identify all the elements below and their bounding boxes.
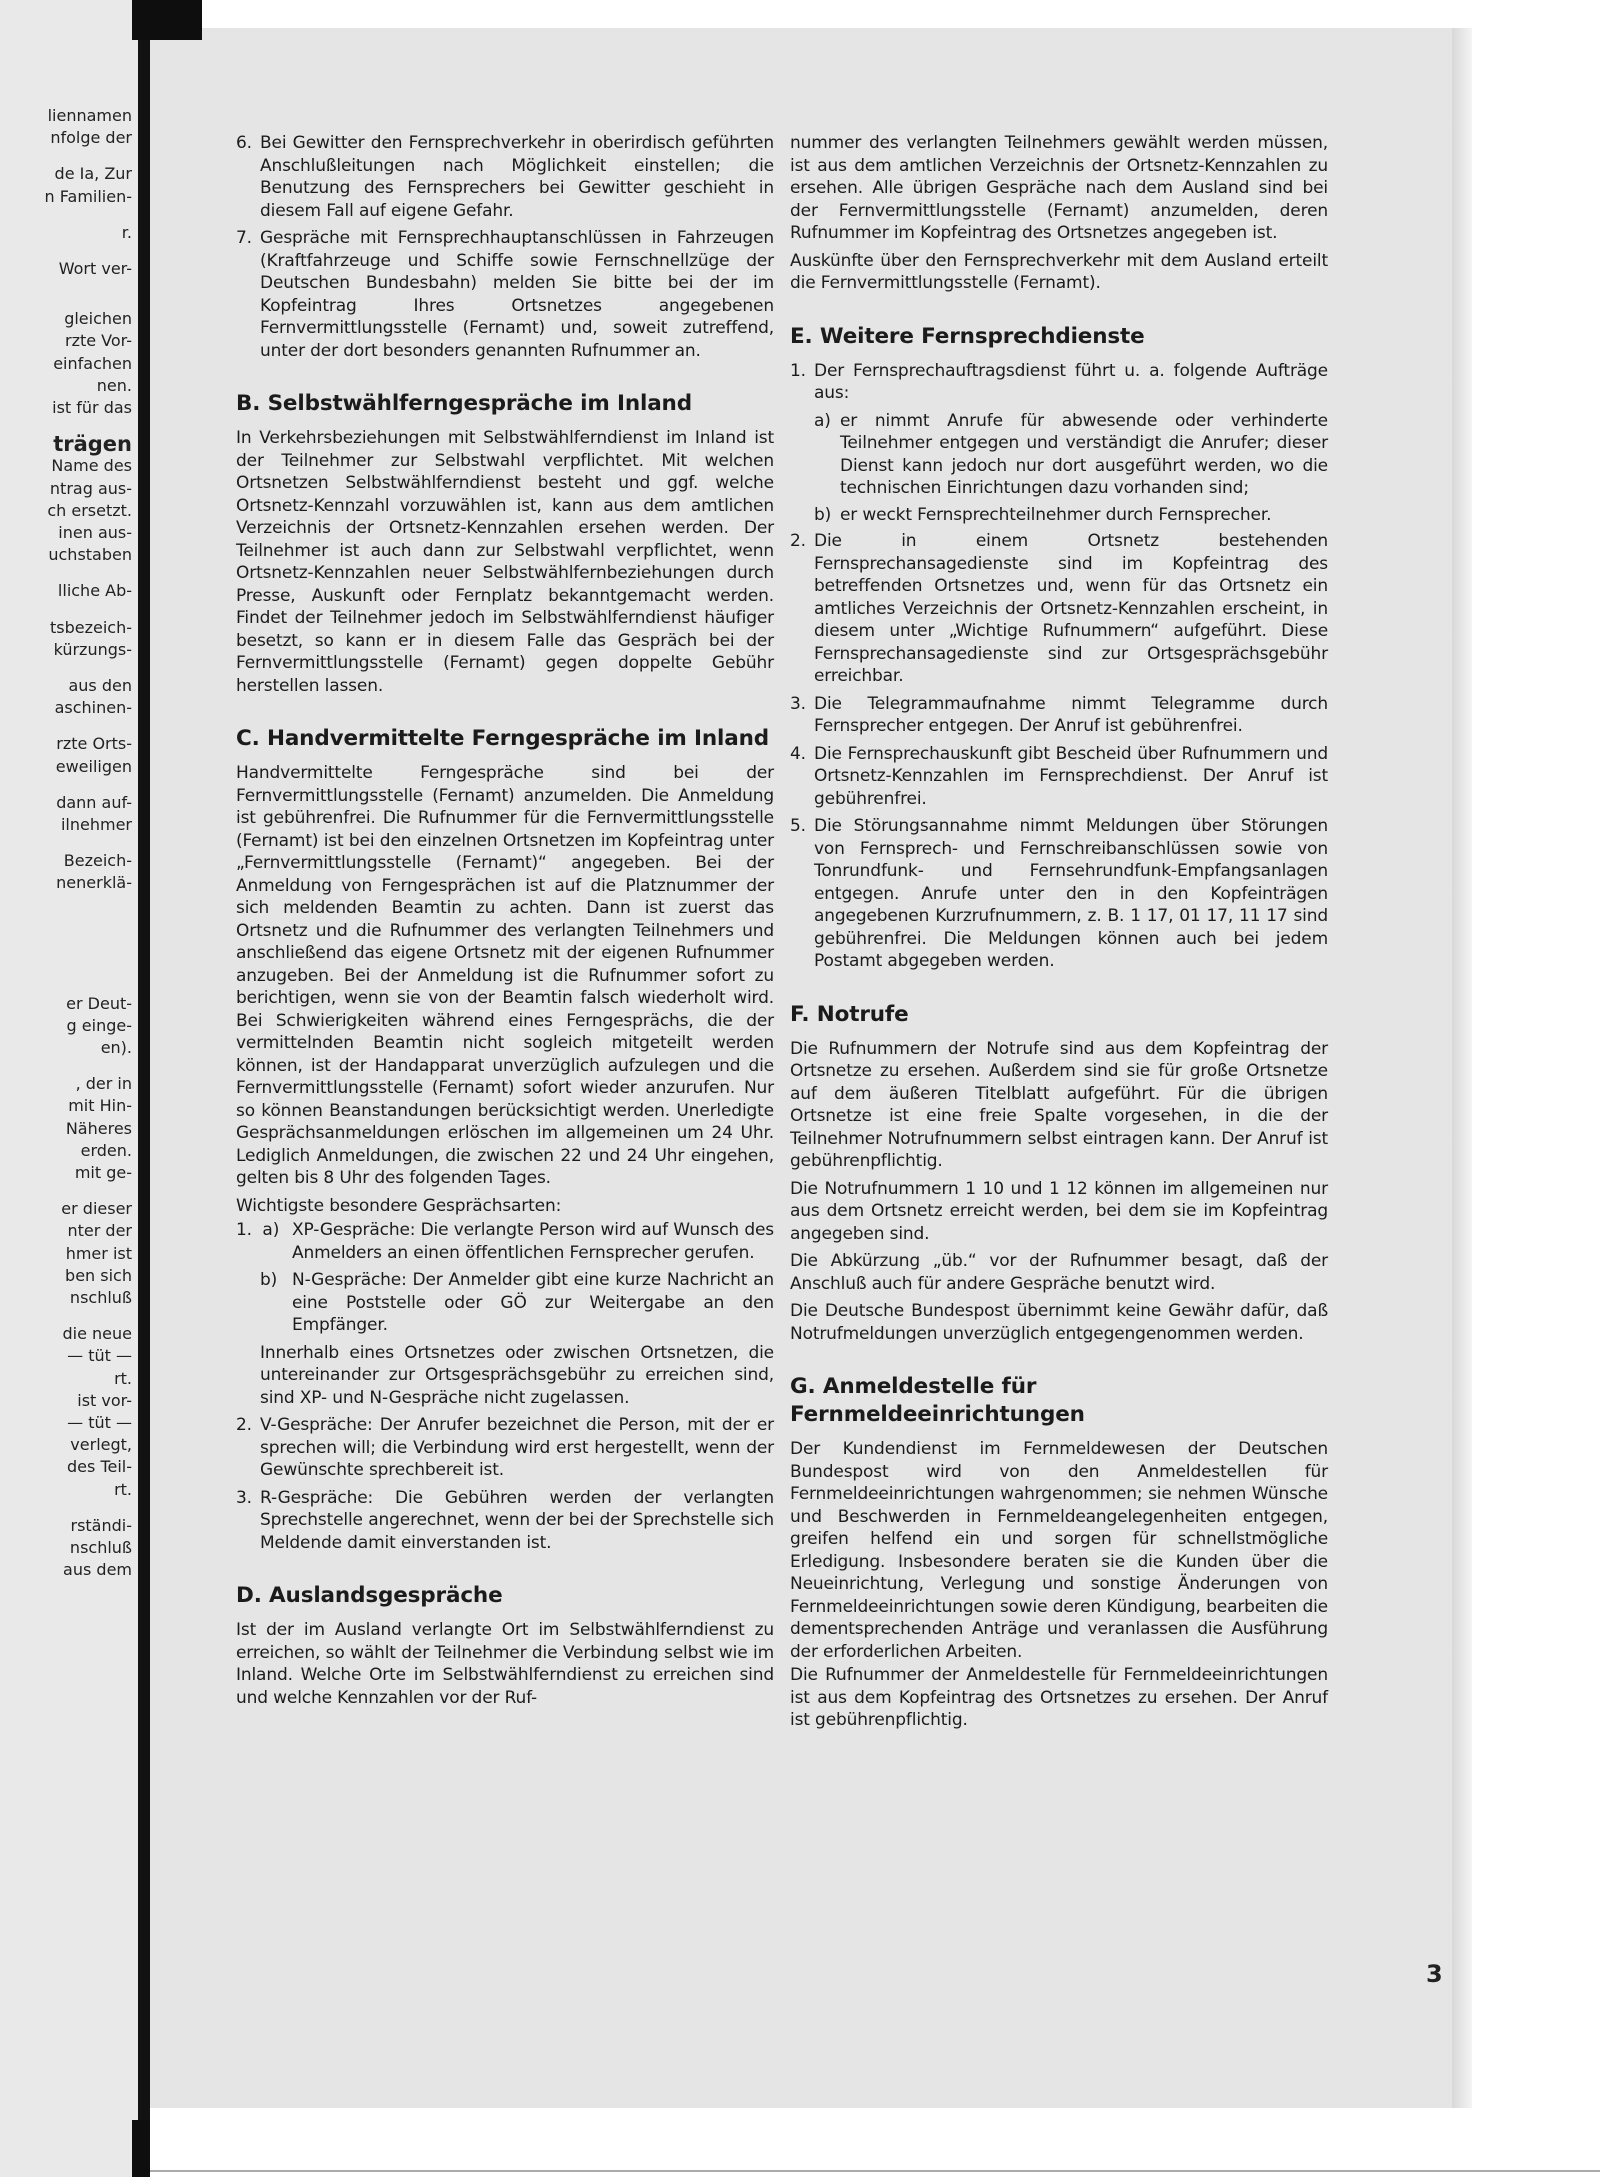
left-page-text-line: Bezeich- [63, 851, 132, 871]
paragraph: Die Deutsche Bundespost übernimmt keine Gewähr dafür, daß Notrufmeldungen unverzüglich entgegengenommen werden. [790, 1301, 1328, 1344]
binding-clip-top [132, 0, 202, 40]
book-binding [138, 0, 150, 2177]
paragraph: Die Rufnummern der Notrufe sind aus dem Kopfeintrag der Ortsnetze zu ersehen. Außerdem sind sie für große Ortsnetze auf dem äußeren Titelblatt aufgeführt. Für die übrigen Ortsnetze ist eine freie Spalte vorgesehen, in die der Teilnehmer Notrufnummern selbst eintragen kann. Der Anruf ist gebührenpflichtig. [790, 1038, 1328, 1171]
left-page-text-line: nen. [96, 375, 132, 395]
left-page-text-line: liennamen [47, 106, 132, 125]
left-page-text-line: kürzungs- [53, 639, 132, 659]
item-text: Gespräche mit Fernsprechhauptanschlüssen in Fahrzeugen (Kraftfahrzeuge und Schiffe sowie Fernschnellzüge der Deutschen Bundesbahn) melden Sie bitte bei der im Kopfeintrag Ihres Ortsnetzes angegebenen Fernvermittlungsstelle (Fernamt) und, soweit zutreffend, unter der dort besonders genannten Rufnummer an. [260, 228, 774, 361]
left-page-text-line: g einge- [66, 1015, 132, 1035]
item-text: XP-Gespräche: Die verlangte Person wird auf Wunsch des Anmelders an einen öffentlichen Fernsprecher gerufen. [292, 1220, 774, 1263]
page-edge-shadow [1452, 28, 1472, 2108]
paragraph: Auskünfte über den Fernsprechverkehr mit dem Ausland erteilt die Fernvermittlungsstelle (Fernamt). [790, 250, 1328, 293]
list-item [790, 530, 1328, 688]
item-number: 3. [236, 1487, 252, 1508]
item-text: V-Gespräche: Der Anrufer bezeichnet die Person, mit der er sprechen will; die Verbindung wird erst hergestellt, wenn der Gewünschte sprechbereit ist. [260, 1415, 774, 1480]
item-text: er nimmt Anrufe für abwesende oder verhinderte Teilnehmer entgegen und verständigt die Anrufer; dieser Dienst kann jedoch nur dort ausgeführt werden, wo die technischen Einrichtungen dazu vorhanden sind; [840, 410, 1328, 498]
section-heading-e: E. Weitere Fernsprechdienste [790, 323, 1145, 349]
item-number: b) [814, 504, 832, 525]
left-page-text-line: nschluß [69, 1538, 132, 1557]
left-page-text-line: rt. [114, 1368, 132, 1388]
item-number: 6. [236, 133, 252, 153]
left-page-text-line: die neue [62, 1324, 132, 1344]
list-item [236, 1219, 774, 1264]
left-page-text-line: uchstaben [48, 545, 132, 565]
left-page-text-line: nenerklä- [56, 873, 132, 893]
background-top [140, 0, 1600, 30]
paragraph: Handvermittelte Ferngespräche sind bei der Fernvermittlungsstelle (Fernamt) anzumelden. Die Anmeldung ist gebührenfrei. Die Rufnummer für die Fernvermittlungsstelle (Fernamt) ist bei den einzelnen Ortsnetzen im Kopfeintrag unter „Fernvermittlungsstelle (Fernamt)“ angegeben. Bei der Anmeldung von Ferngesprächen ist auf die Platznummer der sich meldenden Beamtin zu achten. Dann ist zuerst das Ortsnetz und die Rufnummer des verlangten Teilnehmers und anschließend das eigene Ortsnetz mit der eigenen Rufnummer anzugeben. Bei der Anmeldung ist die Rufnummer sofort zu berichtigen, wenn sie von der Beamtin falsch wiederholt wird. Bei Schwierigkeiten während eines Ferngesprächs, die der vermittelnden Beamtin nicht sogleich mitgeteilt werden können, ist der Handapparat unverzüglich aufzulegen und die Fernvermittlungsstelle (Fernamt) sofort wieder anzurufen. Nur so können Beanstandungen berücksichtigt werden. Unerledigte Gesprächsanmeldungen erlöschen im allgemeinen um 24 Uhr. Lediglich Anmeldungen, die zwischen 22 und 24 Uhr eingehen, gelten bis 8 Uhr des folgenden Tages. [236, 763, 774, 1188]
left-page-text-line: ist für das [52, 398, 132, 417]
list-item [790, 693, 1328, 738]
left-page-text-line: verlegt, [70, 1435, 132, 1455]
item-text: Der Fernsprechauftragsdienst führt u. a. folgende Aufträge aus: [814, 360, 1328, 403]
left-page-text-line: ben sich [65, 1265, 132, 1285]
item-number: 2. [236, 1415, 252, 1435]
item-text: R-Gespräche: Die Gebühren werden der verlangten Sprechstelle angerechnet, wenn der bei der Sprechstelle sich Meldende damit einverstanden ist. [260, 1487, 774, 1553]
list-item [790, 743, 1328, 811]
left-page-text-line: n Familien- [44, 186, 132, 206]
left-page-text-line: ch ersetzt. [47, 500, 132, 520]
left-page-text-line: einfachen [53, 353, 132, 373]
left-column [236, 132, 774, 1714]
item-text: N-Gespräche: Der Anmelder gibt eine kurze Nachricht an eine Poststelle oder GÖ zur Weitergabe an den Empfänger. [292, 1270, 774, 1335]
list-item [790, 410, 1328, 500]
paragraph: Die Abkürzung „üb.“ vor der Rufnummer besagt, daß der Anschluß auch für andere Gespräche benutzt wird. [790, 1251, 1328, 1294]
item-text: Die Fernsprechauskunft gibt Bescheid über Rufnummern und Ortsnetz-Kennzahlen im Fernsprechdienst. Der Anruf ist gebührenfrei. [814, 743, 1328, 809]
item-number: 1. [790, 360, 806, 381]
left-page-text-line: hmer ist [65, 1243, 132, 1263]
bottom-edge-line [150, 2170, 1600, 2172]
list-item [790, 504, 1328, 527]
left-page-text-line: er dieser [61, 1199, 132, 1219]
left-page-text-line: eweiligen [55, 756, 132, 776]
list-item [236, 1269, 774, 1337]
item-text: er weckt Fernsprechteilnehmer durch Fernsprecher. [840, 504, 1272, 525]
list-item [236, 1487, 774, 1555]
paragraph: Die Rufnummer der Anmeldestelle für Fernmeldeeinrichtungen ist aus dem Kopfeintrag des Ortsnetzes zu ersehen. Der Anruf ist gebührenpflichtig. [790, 1665, 1328, 1730]
item-number: 2. [790, 531, 806, 551]
left-page-text-line: — tüt — [67, 1413, 132, 1432]
left-page-text-line: ist vor- [77, 1390, 132, 1410]
paragraph: Ist der im Ausland verlangte Ort im Selbstwählferndienst zu erreichen, so wählt der Teilnehmer die Verbindung selbst wie im Inland. Welche Orte im Selbstwählferndienst zu erreichen sind und welche Kennzahlen vor der Ruf- [236, 1620, 774, 1708]
item-number: 7. [236, 228, 252, 248]
left-page-text-line: en). [100, 1038, 132, 1057]
item-number: 4. [790, 743, 806, 764]
left-page-text-line: trägen [53, 432, 132, 457]
section-heading-f: F. Notrufe [790, 1001, 909, 1027]
left-page-text-line: tsbezeich- [49, 617, 132, 637]
item-number: 3. [790, 693, 806, 714]
left-page-text-line: rzte Vor- [65, 331, 132, 351]
paragraph: In Verkehrsbeziehungen mit Selbstwählferndienst im Inland ist der Teilnehmer zur Selbstwahl verpflichtet. Mit welchen Ortsnetzen Selbstwählferndienst besteht und ggf. welche Ortsnetz-Kennzahl vorzuwählen ist, kann aus dem amtlichen Verzeichnis der Ortsnetz-Kennzahlen ersehen werden. Der Teilnehmer ist auch dann zur Selbstwahl verpflichtet, wenn Ortsnetz-Kennzahlen neuer Selbstwählfernbeziehungen durch Presse, Auskunft oder Fernplatz bekanntgemacht werden. Findet der Teilnehmer jedoch im Selbstwählferndienst häufiger besetzt, so kann er in diesem Falle das Gespräch bei der Fernvermittlungsstelle (Fernamt) gegen doppelte Gebühr herstellen lassen. [236, 428, 774, 696]
list-item [790, 815, 1328, 973]
left-page-text-line: nfolge der [50, 128, 132, 148]
left-page-text-line: lliche Ab- [57, 581, 132, 601]
item-number: 1. a) [236, 1220, 280, 1240]
background-bottom [150, 2108, 1600, 2177]
paragraph: Wichtigste besondere Gesprächsarten: [236, 1195, 562, 1216]
item-text: Bei Gewitter den Fernsprechverkehr in oberirdisch geführten Anschlußleitungen nach Möglichkeit einstellen; die Benutzung des Fernsprechers bei Gewitter geschieht in diesem Fall auf eigene Gefahr. [260, 133, 774, 221]
left-page-text-line: Name des [51, 456, 132, 476]
item-text: Die Störungsannahme nimmt Meldungen über Störungen von Fernsprech- und Fernschreibanschlüssen sowie von Tonrundfunk- und Fernsehrundfunk-Empfangsanlagen entgegen. Anrufe unter den in den Kopfeinträgen angegebenen Kurzrufnummern, z. B. 1 17, 01 17, 11 17 sind gebührenfrei. Die Meldungen können auch bei jedem Postamt abgegeben werden. [814, 816, 1328, 971]
section-heading-c: C. Handvermittelte Ferngespräche im Inland [236, 726, 769, 751]
left-page-text-line: ilnehmer [60, 815, 132, 834]
item-number: b) [260, 1270, 278, 1290]
paragraph: Die Notrufnummern 1 10 und 1 12 können im allgemeinen nur aus dem Ortsnetz erreicht werden, bei dem sie im Kopfeintrag angegeben sind. [790, 1178, 1328, 1244]
left-page-text-line: Wort ver- [58, 259, 132, 278]
paragraph: Der Kundendienst im Fernmeldewesen der Deutschen Bundespost wird von den Anmeldestellen für Fernmeldeeinrichtungen wahrgenommen; sie nehmen Wünsche und Beschwerden in Fernmeldeangelegenheiten entgegen, greifen helfend ein und sorgen für schnellstmögliche Erledigung. Insbesondere beraten sie die Kunden über die Neueinrichtung, Verlegung und sonstige Änderungen von Fernmeldeeinrichtungen sowie deren Kündigung, bearbeiten die dementsprechenden Anträge und veranlassen die Ausführung der erforderlichen Arbeiten. [790, 1439, 1328, 1662]
left-page-text-line: mit Hin- [68, 1096, 132, 1116]
section-heading-d: D. Auslandsgespräche [236, 1583, 503, 1608]
paragraph: Innerhalb eines Ortsnetzes oder zwischen Ortsnetzen, die untereinander zur Ortsgesprächsgebühr zu erreichen sind, sind XP- und N-Gespräche nicht zugelassen. [260, 1342, 774, 1408]
left-page-text-line: aschinen- [54, 698, 132, 718]
page-number: 3 [1426, 1960, 1443, 1988]
left-page-text-line: erden. [80, 1140, 132, 1160]
left-page-text-line: mit ge- [74, 1163, 132, 1182]
section-heading-g: G. Anmeldestelle für Fernmeldeeinrichtungen [790, 1374, 1085, 1427]
left-page-text-line: des Teil- [67, 1457, 132, 1477]
left-page-text-line: rständi- [70, 1515, 132, 1535]
list-item [236, 227, 774, 362]
list-item [790, 360, 1328, 405]
list-item [236, 1414, 774, 1482]
left-page-text-line: aus dem [63, 1560, 132, 1580]
left-page-text-line: — tüt — [67, 1346, 132, 1366]
left-page-text-line: inen aus- [58, 523, 132, 542]
section-heading-b: B. Selbstwählferngespräche im Inland [236, 391, 692, 416]
left-page-text-line: dann auf- [56, 792, 132, 812]
left-page-text-line: er Deut- [66, 993, 132, 1013]
left-page-text-line: nter der [67, 1221, 132, 1241]
right-column [790, 132, 1328, 1737]
left-page-text-line: aus den [68, 676, 132, 695]
list-item [236, 132, 774, 222]
left-page-text-line: r. [121, 222, 132, 242]
paragraph: nummer des verlangten Teilnehmers gewählt werden müssen, ist aus dem amtlichen Verzeichnis der Ortsnetz-Kennzahlen zu ersehen. Alle übrigen Gespräche nach dem Ausland sind bei der Fernvermittlungsstelle (Fernamt) anzumelden, deren Rufnummer im Kopfeintrag des Ortsnetzes angegeben ist. [790, 133, 1328, 243]
left-page-text-line: de Ia, Zur [54, 164, 132, 184]
item-number: a) [814, 410, 831, 431]
left-page-text-line: ntrag aus- [49, 478, 132, 498]
left-page-fragment [0, 0, 138, 2177]
item-text: Die in einem Ortsnetz bestehenden Fernsprechansagedienste sind im Kopfeintrag des betreffenden Ortsnetzes und, wenn für das Ortsnetz ein amtliches Verzeichnis der Ortsnetz-Kennzahlen erscheint, in diesem unter „Wichtige Rufnummern“ aufgeführt. Diese Fernsprechansagedienste sind zur Ortsgesprächsgebühr erreichbar. [814, 531, 1328, 686]
left-page-text-line: gleichen [64, 309, 132, 329]
left-page-text-line: Näheres [65, 1118, 132, 1138]
left-page-text-line: , der in [75, 1074, 132, 1094]
item-number: 5. [790, 816, 806, 836]
left-page-text-line: rzte Orts- [56, 734, 132, 754]
left-page-text-line: nschluß [69, 1288, 132, 1307]
item-text: Die Telegrammaufnahme nimmt Telegramme durch Fernsprecher entgegen. Der Anruf ist gebührenfrei. [814, 693, 1328, 736]
left-page-text-line: rt. [114, 1479, 132, 1499]
